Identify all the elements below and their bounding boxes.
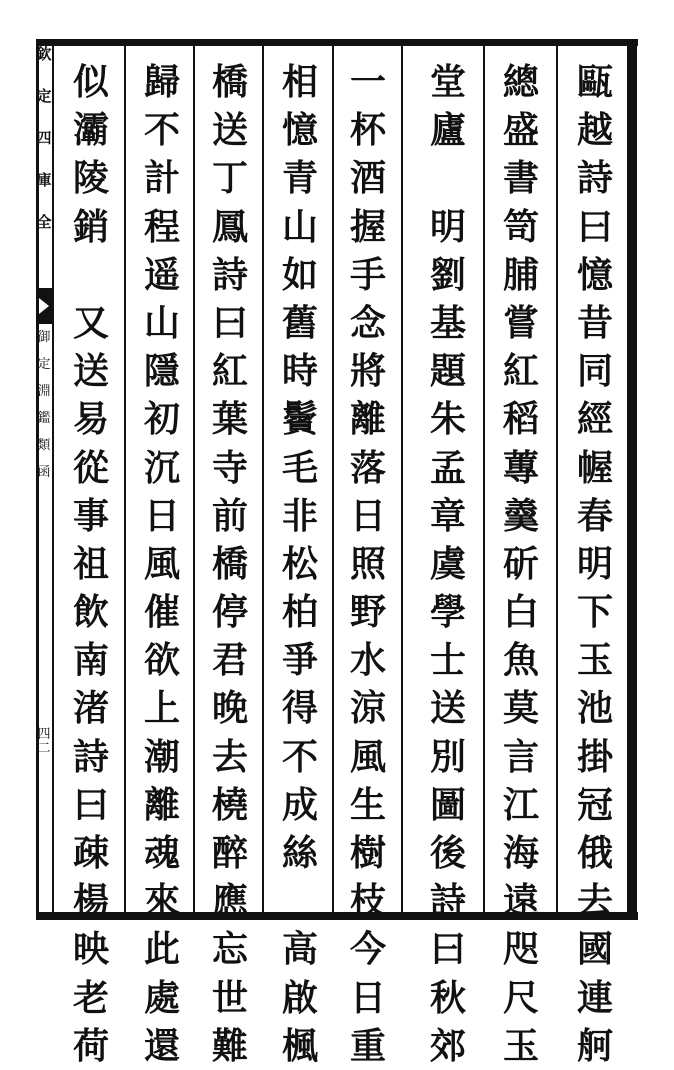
column-char: 水: [349, 639, 386, 682]
column-char: 上: [143, 687, 180, 730]
column-char: 俄: [576, 832, 613, 874]
column-char: 又: [72, 301, 109, 344]
column-char: 詩: [576, 157, 613, 200]
column-char: 題: [429, 350, 466, 393]
column-char: 應: [211, 880, 248, 923]
column-char: 停: [211, 591, 248, 634]
column-char: 欲: [143, 639, 180, 682]
column-char: 基: [429, 301, 466, 344]
column-char: 柏: [281, 591, 318, 634]
spine-title-char: 類: [37, 438, 51, 453]
column-char: 老: [72, 976, 109, 1019]
column-char: 秋: [429, 976, 466, 1019]
column-rule: [124, 46, 126, 912]
column-char: 易: [72, 398, 109, 441]
column-char: 樹: [349, 832, 386, 874]
column-char: 玉: [576, 639, 613, 682]
column-char: 去: [576, 880, 613, 923]
spine-book-title: [36, 330, 52, 492]
column-char: 從: [72, 446, 109, 489]
column-char: 一: [349, 61, 386, 103]
column-char: 離: [143, 783, 180, 826]
spine-char: 定: [36, 87, 52, 105]
column-char: 處: [143, 976, 180, 1019]
column-char: 憶: [576, 253, 613, 296]
text-column-8: [66, 58, 116, 1070]
column-rule: [401, 46, 403, 912]
column-char: 映: [72, 928, 109, 971]
column-char: 此: [143, 928, 180, 971]
column-char: 朱: [429, 398, 466, 441]
column-char: 圖: [429, 783, 466, 826]
column-char: 白: [502, 591, 539, 634]
column-char: 經: [576, 398, 613, 441]
spine-char: 四: [36, 129, 52, 147]
text-column-2: [496, 58, 546, 1070]
spine-title-char: 函: [37, 465, 51, 480]
column-rule: [332, 46, 334, 912]
column-char: 醉: [211, 832, 248, 874]
column-char: 池: [576, 687, 613, 730]
column-char: 士: [429, 639, 466, 682]
column-char: 還: [143, 1024, 180, 1067]
spine-char: 欽: [36, 45, 52, 63]
column-char: 照: [349, 542, 386, 585]
column-char: 冠: [576, 783, 613, 826]
column-char: 後: [429, 832, 466, 874]
column-char: 羹: [502, 494, 539, 537]
text-column-5: [275, 58, 325, 1070]
column-char: 枝: [349, 880, 386, 923]
column-char: 手: [349, 253, 386, 296]
column-char: 不: [143, 109, 180, 152]
column-char: 江: [502, 783, 539, 826]
column-char: 送: [72, 350, 109, 393]
spine-title-char: 淵: [37, 384, 51, 399]
column-char: 掛: [576, 735, 613, 778]
column-char: 送: [429, 687, 466, 730]
column-char: 絲: [281, 832, 318, 874]
column-char: 青: [281, 157, 318, 200]
column-char: 丁: [211, 157, 248, 200]
spine-divider: [52, 46, 54, 912]
column-char: 難: [211, 1024, 248, 1067]
frame-bottom-border: [36, 912, 638, 920]
column-char: 毛: [281, 446, 318, 489]
column-char: 渚: [72, 687, 109, 730]
column-char: 海: [502, 832, 539, 874]
column-char: 晚: [211, 687, 248, 730]
column-char: 盛: [502, 109, 539, 152]
column-char: 詩: [72, 735, 109, 778]
column-char: 楓: [281, 1024, 318, 1067]
column-char: 啟: [281, 976, 318, 1019]
frame-top-border: [36, 39, 638, 46]
column-char: 魚: [502, 639, 539, 682]
column-char: 似: [72, 61, 109, 103]
column-char: 重: [349, 1024, 386, 1067]
column-char: 笥: [502, 205, 539, 248]
column-char: 時: [281, 350, 318, 393]
column-char: 日: [349, 976, 386, 1019]
column-char: 書: [502, 157, 539, 200]
column-char: 飲: [72, 591, 109, 634]
column-char: 日: [143, 494, 180, 537]
column-char: 詩: [429, 880, 466, 923]
column-char: 鳳: [211, 205, 248, 248]
column-char: 南: [72, 639, 109, 682]
column-char: 魂: [143, 832, 180, 874]
column-char: 國: [576, 928, 613, 971]
column-char: 落: [349, 446, 386, 489]
column-char: 風: [143, 542, 180, 585]
column-char: 蓴: [502, 446, 539, 489]
column-char: 陵: [72, 157, 109, 200]
column-char: 連: [576, 976, 613, 1019]
column-char: 涼: [349, 687, 386, 730]
column-char: 詩: [211, 253, 248, 296]
column-char: 非: [281, 494, 318, 537]
column-char: 野: [349, 591, 386, 634]
column-rule: [193, 46, 195, 912]
text-column-3: [423, 58, 473, 1070]
fishtail-mark-icon: [36, 288, 52, 324]
column-char: 離: [349, 398, 386, 441]
column-char: 祖: [72, 542, 109, 585]
column-char: 曰: [429, 928, 466, 971]
column-char: 橋: [211, 61, 248, 103]
column-char: 來: [143, 880, 180, 923]
column-char: 如: [281, 253, 318, 296]
column-char: 幄: [576, 446, 613, 489]
column-char: 日: [349, 494, 386, 537]
column-rule: [556, 46, 558, 912]
column-char: 郊: [429, 1024, 466, 1067]
spine-series-title: [36, 46, 52, 286]
column-char: 忘: [211, 928, 248, 971]
column-char: 昔: [576, 301, 613, 344]
spine-title-char: 定: [37, 357, 51, 372]
column-char: 春: [576, 494, 613, 537]
column-char: 念: [349, 301, 386, 344]
column-char: 曰: [72, 783, 109, 826]
column-char: 遥: [143, 253, 180, 296]
column-char: 今: [349, 928, 386, 971]
column-char: 事: [72, 494, 109, 537]
column-char: 楊: [72, 880, 109, 923]
column-char: 橋: [211, 542, 248, 585]
column-char: 章: [429, 494, 466, 537]
column-char: 銷: [72, 205, 109, 248]
column-char: 明: [576, 542, 613, 585]
column-char: 計: [143, 157, 180, 200]
column-char: 紅: [211, 350, 248, 393]
column-char: 程: [143, 205, 180, 248]
column-char: 稻: [502, 398, 539, 441]
column-char: 寺: [211, 446, 248, 489]
text-column-1: [570, 58, 620, 1070]
column-char: 咫: [502, 928, 539, 971]
column-char: 歸: [143, 61, 180, 103]
column-space: [66, 251, 116, 299]
column-char: 生: [349, 783, 386, 826]
column-char: 遠: [502, 880, 539, 923]
text-column-6: [205, 58, 255, 1070]
column-char: 君: [211, 639, 248, 682]
column-char: 別: [429, 735, 466, 778]
column-char: 風: [349, 735, 386, 778]
column-char: 嘗: [502, 301, 539, 344]
column-char: 曰: [211, 301, 248, 344]
column-char: 虞: [429, 542, 466, 585]
column-char: 下: [576, 591, 613, 634]
column-char: 葉: [211, 398, 248, 441]
column-char: 杯: [349, 109, 386, 152]
column-char: 松: [281, 542, 318, 585]
column-char: 潮: [143, 735, 180, 778]
column-char: 斫: [502, 542, 539, 585]
column-char: 劉: [429, 253, 466, 296]
column-char: 爭: [281, 639, 318, 682]
column-space: [423, 154, 473, 202]
column-char: 成: [281, 783, 318, 826]
column-space: [275, 877, 325, 925]
column-char: 沉: [143, 446, 180, 489]
column-char: 初: [143, 398, 180, 441]
column-char: 舸: [576, 1024, 613, 1067]
column-char: 握: [349, 205, 386, 248]
column-char: 堂: [429, 61, 466, 103]
text-column-4: [343, 58, 393, 1070]
column-char: 甌: [576, 61, 613, 103]
column-char: 孟: [429, 446, 466, 489]
column-char: 橈: [211, 783, 248, 826]
column-char: 荷: [72, 1024, 109, 1067]
column-char: 酒: [349, 157, 386, 200]
spine-char: 全: [36, 213, 52, 231]
column-char: 高: [281, 928, 318, 971]
column-char: 灞: [72, 109, 109, 152]
spine-title-char: 鑑: [37, 411, 51, 426]
text-column-7: [137, 58, 187, 1070]
column-char: 尺: [502, 976, 539, 1019]
column-char: 廬: [429, 109, 466, 152]
column-char: 紅: [502, 350, 539, 393]
column-char: 山: [143, 301, 180, 344]
column-char: 同: [576, 350, 613, 393]
column-char: 鬢: [281, 398, 318, 441]
column-char: 世: [211, 976, 248, 1019]
column-char: 不: [281, 735, 318, 778]
column-char: 越: [576, 109, 613, 152]
column-char: 總: [502, 61, 539, 103]
column-char: 莫: [502, 687, 539, 730]
column-char: 相: [281, 61, 318, 103]
column-char: 催: [143, 591, 180, 634]
column-char: 學: [429, 591, 466, 634]
column-char: 前: [211, 494, 248, 537]
column-char: 言: [502, 735, 539, 778]
column-char: 將: [349, 350, 386, 393]
column-char: 去: [211, 735, 248, 778]
column-char: 隱: [143, 350, 180, 393]
frame-right-border: [627, 39, 637, 920]
column-char: 得: [281, 687, 318, 730]
column-char: 疎: [72, 832, 109, 874]
column-char: 脯: [502, 253, 539, 296]
column-char: 送: [211, 109, 248, 152]
column-char: 憶: [281, 109, 318, 152]
column-char: 山: [281, 205, 318, 248]
column-char: 明: [429, 205, 466, 248]
spine-title-char: 御: [37, 330, 51, 345]
spine-char: 庫: [36, 171, 52, 189]
column-char: 玉: [502, 1024, 539, 1067]
column-char: 舊: [281, 301, 318, 344]
column-char: 曰: [576, 205, 613, 248]
column-rule: [262, 46, 264, 912]
page-number: 四二: [37, 727, 51, 756]
